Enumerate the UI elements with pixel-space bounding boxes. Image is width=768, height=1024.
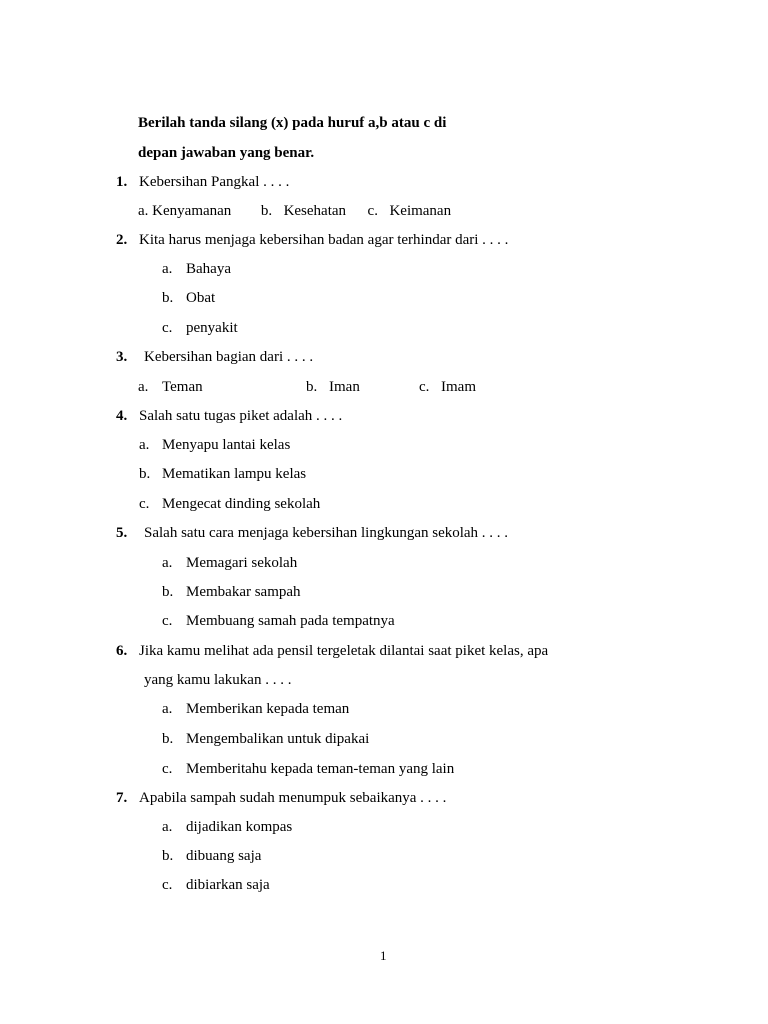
question-6-number: 6. xyxy=(116,643,128,659)
question-4-number: 4. xyxy=(116,408,128,424)
option-text: Memagari sekolah xyxy=(186,555,298,571)
option-letter: c. xyxy=(419,379,430,395)
option-letter: b. xyxy=(162,290,174,306)
option-letter: c. xyxy=(139,496,150,512)
option-letter: c. xyxy=(162,613,173,629)
option-letter: b. xyxy=(162,584,174,600)
option-text: Kenyamanan xyxy=(152,203,232,219)
question-2-number: 2. xyxy=(116,232,128,248)
option-text: Mengecat dinding sekolah xyxy=(162,496,321,512)
option-text: Teman xyxy=(162,379,203,395)
option-text: dibuang saja xyxy=(186,848,262,864)
option-letter: a. xyxy=(162,261,173,277)
question-2-text: Kita harus menjaga kebersihan badan agar terhindar dari . . . . xyxy=(139,232,509,248)
option-text: Menyapu lantai kelas xyxy=(162,437,291,453)
question-1-number: 1. xyxy=(116,174,128,190)
option-text: Imam xyxy=(441,379,476,395)
question-3-number: 3. xyxy=(116,349,128,365)
question-3-text: Kebersihan bagian dari . . . . xyxy=(144,349,314,365)
option-letter: b. xyxy=(162,848,174,864)
option-text: Bahaya xyxy=(186,261,231,277)
question-4-text: Salah satu tugas piket adalah . . . . xyxy=(139,408,343,424)
option-letter: a. xyxy=(139,437,150,453)
question-6-text: Jika kamu melihat ada pensil tergeletak dilantai saat piket kelas, apa xyxy=(139,643,549,659)
option-letter: a. xyxy=(162,701,173,717)
option-letter: b. xyxy=(162,731,174,747)
page-number: 1 xyxy=(380,948,387,963)
option-letter: a. xyxy=(162,555,173,571)
option-letter: c. xyxy=(162,877,173,893)
question-7-text: Apabila sampah sudah menumpuk sebaikanya . . . . xyxy=(139,790,447,806)
option-text: Iman xyxy=(329,379,360,395)
option-letter: a. xyxy=(138,203,149,219)
option-text: Membakar sampah xyxy=(186,584,301,600)
question-6-text-continued: yang kamu lakukan . . . . xyxy=(144,672,292,688)
option-text: penyakit xyxy=(186,320,238,336)
option-text: Mematikan lampu kelas xyxy=(162,466,307,482)
instructions-line-2: depan jawaban yang benar. xyxy=(138,145,315,161)
question-5-number: 5. xyxy=(116,525,128,541)
option-letter: c. xyxy=(162,761,173,777)
option-letter: b. xyxy=(306,379,318,395)
option-letter: a. xyxy=(138,379,149,395)
question-7-number: 7. xyxy=(116,790,128,806)
option-text: Membuang samah pada tempatnya xyxy=(186,613,395,629)
option-text: Kesehatan xyxy=(283,203,347,219)
question-5-text: Salah satu cara menjaga kebersihan lingkungan sekolah . . . . xyxy=(144,525,509,541)
option-text: Keimanan xyxy=(389,203,452,219)
option-text: Memberikan kepada teman xyxy=(186,701,350,717)
option-letter: c. xyxy=(367,203,378,219)
option-text: Mengembalikan untuk dipakai xyxy=(186,731,370,747)
option-letter: c. xyxy=(162,320,173,336)
option-text: Obat xyxy=(186,290,216,306)
instructions-line-1: Berilah tanda silang (x) pada huruf a,b atau c di xyxy=(138,115,447,131)
question-1-options xyxy=(138,201,451,221)
question-1-text: Kebersihan Pangkal . . . . xyxy=(139,174,290,190)
option-letter: a. xyxy=(162,819,173,835)
option-letter: b. xyxy=(260,203,273,219)
option-text: dibiarkan saja xyxy=(186,877,270,893)
option-text: dijadikan kompas xyxy=(186,819,293,835)
option-text: Memberitahu kepada teman-teman yang lain xyxy=(186,761,455,777)
option-letter: b. xyxy=(139,466,151,482)
